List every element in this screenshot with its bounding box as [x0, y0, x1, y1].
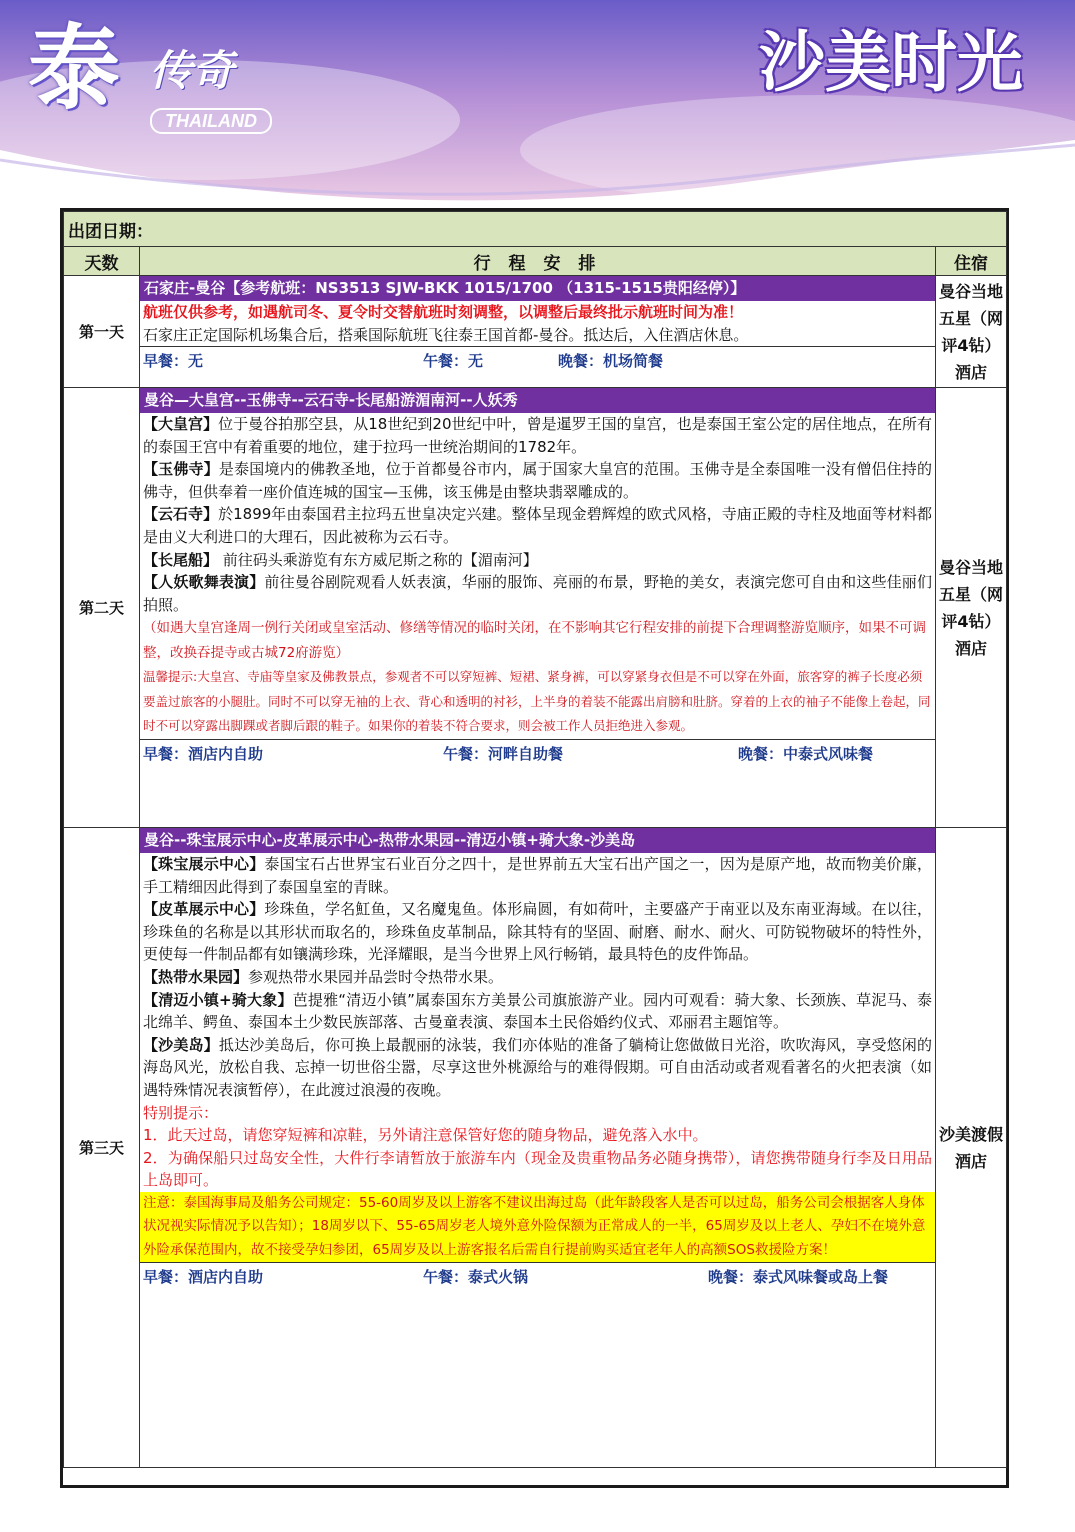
attraction-text: 参观热带水果园并品尝时令热带水果。 — [248, 967, 504, 986]
meals-row — [140, 739, 935, 766]
flight-warning: 航班仅供参考，如遇航司冬、夏令时交替航班时刻调整，以调整后最终批示航班时间为准！ — [143, 303, 744, 321]
day-row-1 — [64, 276, 1007, 388]
meals-row — [140, 346, 935, 373]
col-itinerary-header: 行 程 安 排 — [140, 247, 936, 276]
col-day-header: 天数 — [64, 247, 140, 276]
attraction-item — [140, 571, 935, 616]
attraction-text: 珍珠鱼，学名魟鱼，又名魔鬼鱼。体形扁圆，有如荷叶，主要盛产于南亚以及东南亚海域。在以往，珍珠鱼的名称是以其形状而取名的，珍珠鱼皮革制品，除其特有的坚固、耐磨、耐水、耐火、可防锐物破坏的特性外，更使每一件制品都有如镶满珍珠，光泽耀眼，是当今世界上风行畅销，最具特色的皮件饰品。 — [143, 900, 932, 964]
itinerary-table-frame — [60, 208, 1009, 1488]
attraction-title: 【云石寺】 — [143, 505, 219, 524]
day-content — [140, 276, 936, 388]
attraction-title: 【玉佛寺】 — [143, 460, 219, 479]
attraction-text: 芭提雅“清迈小镇”属泰国东方美景公司旗旅游产业。园内可观看：骑大象、长颈族、草泥马、泰北绵羊、鳄鱼、泰国本土少数民族部落、古曼童表演、泰国本土民俗婚约仪式、邓丽君主题馆等。 — [143, 990, 933, 1032]
col-hotel-header: 住宿 — [936, 247, 1007, 276]
logo-english: THAILAND — [150, 108, 272, 134]
breakfast: 早餐：酒店内自助 — [143, 1268, 264, 1287]
attraction-text: 泰国宝石占世界宝石业百分之四十，是世界前五大宝石出产国之一，因为是原产地，故而物美价廉，手工精细因此得到了泰国皇室的青睐。 — [143, 855, 932, 896]
attraction-title: 【清迈小镇+骑大象】 — [143, 990, 293, 1009]
attraction-text: 於1899年由泰国君主拉玛五世皇决定兴建。整体呈现金碧辉煌的欧式风格，寺庙正殿的寺柱及地面等材料都是由义大利进口的大理石，因此被称为云石寺。 — [143, 505, 932, 546]
header-banner — [0, 0, 1075, 215]
attraction-text: 是泰国境内的佛教圣地，位于首都曼谷市内，属于国家大皇宫的范围。玉佛寺是全泰国唯一没有僧侣住持的佛寺，但供奉着一座价值连城的国宝—玉佛，该玉佛是由整块翡翠雕成的。 — [143, 460, 932, 501]
tip-title: 特别提示： — [143, 1103, 219, 1122]
age-notice: 注意：泰国海事局及船务公司规定：55-60周岁及以上游客不建议出海过岛（此年龄段客人是否可以过岛，船务公司会根据客人身体状况视实际情况予以告知）；18周岁以下、55-65周岁老人境外意外险保额为正常成人的一半，65周岁及以上老人、孕妇不在境外意外险承保范围内，故不接受孕妇参团，65周岁及以上游客报名后需自行提前购买适宜老年人的高额SOS救援险方案！ — [140, 1192, 935, 1263]
attraction-item — [140, 989, 935, 1034]
attraction-text: 前往码头乘游览有东方威尼斯之称的【湄南河】 — [218, 550, 538, 569]
hotel-cell: 曼谷当地五星（网评4钻）酒店 — [936, 276, 1007, 388]
dinner: 晚餐：中泰式风味餐 — [738, 744, 874, 763]
lunch: 午餐：无 — [423, 352, 484, 371]
day-label: 第三天 — [64, 828, 140, 1468]
attraction-title: 【大皇宫】 — [143, 415, 219, 433]
lunch: 午餐：泰式火锅 — [423, 1268, 529, 1287]
attraction-item — [140, 503, 935, 548]
itinerary-table — [63, 211, 1007, 1468]
dress-code-note: 温馨提示:大皇宫、寺庙等皇家及佛教景点，参观者不可以穿短裤、短裙、紧身裤，可以穿紧身衣但是不可以穿在外面，旅客穿的裤子长度必须要盖过旅客的小腿肚。同时不可以穿无袖的上衣、背心和透明的衬衫，上半身的着装不能露出肩膀和肚脐。穿着的上衣的袖子不能像上卷起，同时不可以穿露出脚踝或者脚后跟的鞋子。如果你的着装不符合要求，则会被工作人员拒绝进入参观。 — [143, 669, 931, 734]
attraction-title: 【热带水果园】 — [143, 967, 249, 986]
page-title: 沙美时光 — [759, 24, 1023, 101]
meals-row — [140, 1262, 935, 1289]
route-title: 曼谷—大皇宫--玉佛寺--云石寺-长尾船游湄南河--人妖秀 — [140, 388, 935, 413]
closure-note: （如遇大皇宫逢周一例行关闭或皇室活动、修缮等情况的临时关闭，在不影响其它行程安排的前提下合理调整游览顺序，如果不可调整，改换吞提寺或古城72府游览） — [143, 620, 926, 661]
hotel-cell: 曼谷当地五星（网评4钻）酒店 — [936, 388, 1007, 828]
day-label: 第二天 — [64, 388, 140, 828]
attraction-item — [140, 1034, 935, 1102]
column-header-row — [64, 247, 1007, 276]
day-content — [140, 828, 936, 1468]
logo-mark: 泰 — [28, 14, 121, 122]
attraction-item — [140, 853, 935, 898]
day-content — [140, 388, 936, 828]
day-label: 第一天 — [64, 276, 140, 388]
attraction-title: 【沙美岛】 — [143, 1035, 219, 1054]
attraction-title: 【人妖歌舞表演】 — [143, 573, 265, 592]
depart-date-row — [64, 212, 1007, 247]
attraction-title: 【皮革展示中心】 — [143, 900, 265, 919]
lunch: 午餐：河畔自助餐 — [443, 744, 564, 763]
breakfast: 早餐：酒店内自助 — [143, 744, 264, 763]
hotel-cell: 沙美渡假酒店 — [936, 828, 1007, 1468]
breakfast: 早餐：无 — [143, 352, 204, 371]
attraction-item — [140, 966, 935, 989]
dinner: 晚餐：泰式风味餐或岛上餐 — [708, 1268, 889, 1287]
logo-text: 传奇 — [150, 46, 235, 95]
attraction-item — [140, 898, 935, 966]
attraction-text: 抵达沙美岛后，你可换上最靓丽的泳装，我们亦体贴的准备了躺椅让您做做日光浴，吹吹海风，享受悠闲的海岛风光，放松自我、忘掉一切世俗尘嚣，尽享这世外桃源给与的难得假期。可自由活动或者观看著名的火把表演（如遇特殊情况表演暂停），在此渡过浪漫的夜晚。 — [143, 1035, 932, 1099]
attraction-text: 前往曼谷剧院观看人妖表演，华丽的服饰、亮丽的布景，野艳的美女，表演完您可自由和这些佳丽们拍照。 — [143, 573, 932, 614]
tip-item: 2．为确保船只过岛安全性，大件行李请暂放于旅游车内（现金及贵重物品务必随身携带），请您携带随身行李及日用品上岛即可。 — [143, 1148, 932, 1190]
day-row-3 — [64, 828, 1007, 1468]
attraction-text: 位于曼谷拍那空县，从18世纪到20世纪中叶，曾是暹罗王国的皇宫，也是泰国王室公定的居住地点，在所有的泰国王宫中有着重要的地位，建于拉玛一世统治期间的1782年。 — [143, 415, 932, 456]
route-title: 石家庄-曼谷【参考航班：NS3513 SJW-BKK 1015/1700 （1315-1515贵阳经停）】 — [140, 276, 935, 301]
attraction-title: 【珠宝展示中心】 — [143, 855, 265, 873]
dinner: 晚餐：机场简餐 — [558, 352, 664, 371]
day-row-2 — [64, 388, 1007, 828]
attraction-title: 【长尾船】 — [143, 550, 219, 569]
route-title: 曼谷--珠宝展示中心-皮革展示中心-热带水果园--清迈小镇+骑大象-沙美岛 — [140, 828, 935, 853]
day-description: 石家庄正定国际机场集合后，搭乘国际航班飞往泰王国首都-曼谷。抵达后，入住酒店休息。 — [143, 325, 749, 344]
attraction-item — [140, 413, 935, 458]
tip-item: 1．此天过岛，请您穿短裤和凉鞋，另外请注意保管好您的随身物品，避免落入水中。 — [143, 1126, 708, 1145]
attraction-item — [140, 458, 935, 503]
depart-date-label: 出团日期： — [64, 212, 1007, 247]
attraction-item — [140, 549, 935, 572]
